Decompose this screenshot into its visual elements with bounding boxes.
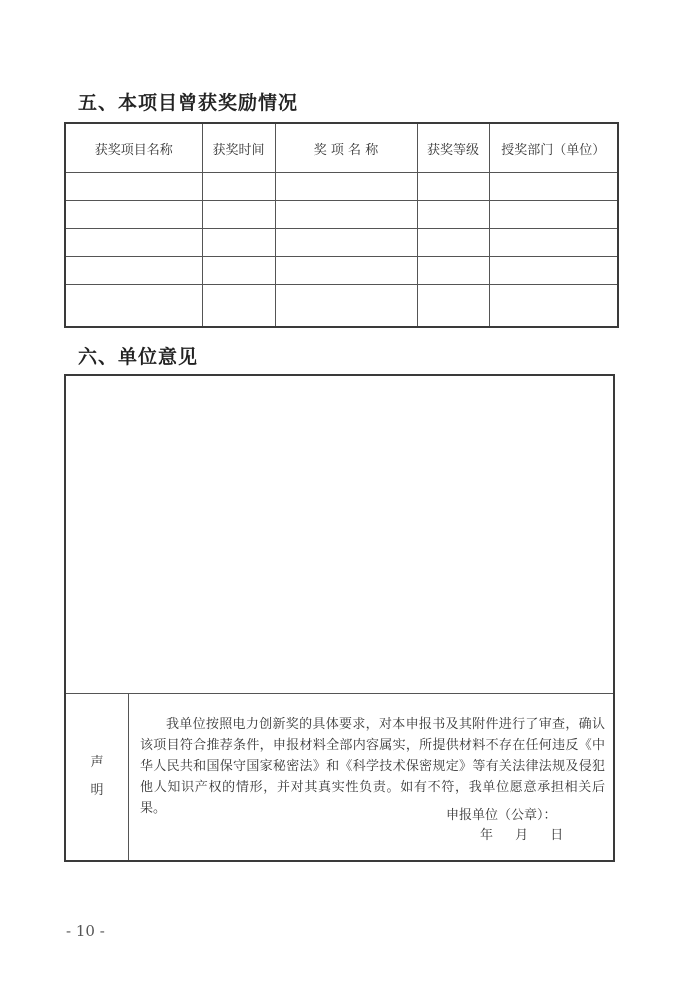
- awards-table-header: [65, 123, 618, 173]
- table-cell[interactable]: [489, 285, 618, 327]
- table-cell[interactable]: [202, 257, 275, 285]
- table-cell[interactable]: [489, 229, 618, 257]
- table-cell[interactable]: [65, 229, 202, 257]
- table-row: [65, 257, 618, 285]
- table-cell[interactable]: [417, 257, 489, 285]
- column-header-award-level: 获奖等级: [417, 123, 489, 173]
- table-row: [65, 173, 618, 201]
- declaration-label-char: 声: [90, 755, 104, 770]
- column-header-award-time: 获奖时间: [202, 123, 275, 173]
- awards-table: [64, 122, 619, 328]
- page-number: - 10 -: [66, 922, 105, 940]
- column-header-awarding-unit: 授奖部门（单位）: [489, 123, 618, 173]
- table-cell[interactable]: [275, 285, 417, 327]
- table-cell[interactable]: [202, 201, 275, 229]
- table-cell[interactable]: [202, 285, 275, 327]
- table-cell[interactable]: [489, 173, 618, 201]
- table-cell[interactable]: [202, 173, 275, 201]
- declaration-row: [66, 693, 613, 860]
- table-cell[interactable]: [65, 173, 202, 201]
- table-cell[interactable]: [489, 257, 618, 285]
- declaration-label: [66, 694, 129, 860]
- declaration-label-char: 明: [90, 783, 104, 798]
- column-header-project-name: 获奖项目名称: [65, 123, 202, 173]
- unit-opinion-box[interactable]: [64, 374, 615, 862]
- table-cell[interactable]: [275, 173, 417, 201]
- table-cell[interactable]: [275, 201, 417, 229]
- table-cell[interactable]: [275, 257, 417, 285]
- table-cell[interactable]: [417, 201, 489, 229]
- table-cell[interactable]: [65, 257, 202, 285]
- table-cell[interactable]: [65, 201, 202, 229]
- table-row: [65, 201, 618, 229]
- table-cell[interactable]: [417, 173, 489, 201]
- declaration-text: 我单位按照电力创新奖的具体要求，对本申报书及其附件进行了审查，确认该项目符合推荐条件，申报材料全部内容属实，所提供材料不存在任何违反《中华人民共和国保守国家秘密法》和《科学技术保密规定》等有关法律法规及侵犯他人知识产权的情形，并对其真实性负责。如有不符，我单位愿意承担相关后果。: [140, 717, 605, 816]
- applicant-unit-seal-label: 申报单位（公章）：: [446, 808, 557, 823]
- section-6-title: 六、单位意见: [78, 346, 199, 368]
- section-5-title: 五、本项目曾获奖励情况: [78, 92, 299, 114]
- table-cell[interactable]: [417, 285, 489, 327]
- table-cell[interactable]: [65, 285, 202, 327]
- table-cell[interactable]: [417, 229, 489, 257]
- signature-date: 年 月 日: [480, 828, 564, 843]
- column-header-award-name: 奖 项 名 称: [275, 123, 417, 173]
- table-row: [65, 285, 618, 327]
- table-cell[interactable]: [489, 201, 618, 229]
- table-row: [65, 229, 618, 257]
- table-cell[interactable]: [202, 229, 275, 257]
- table-cell[interactable]: [275, 229, 417, 257]
